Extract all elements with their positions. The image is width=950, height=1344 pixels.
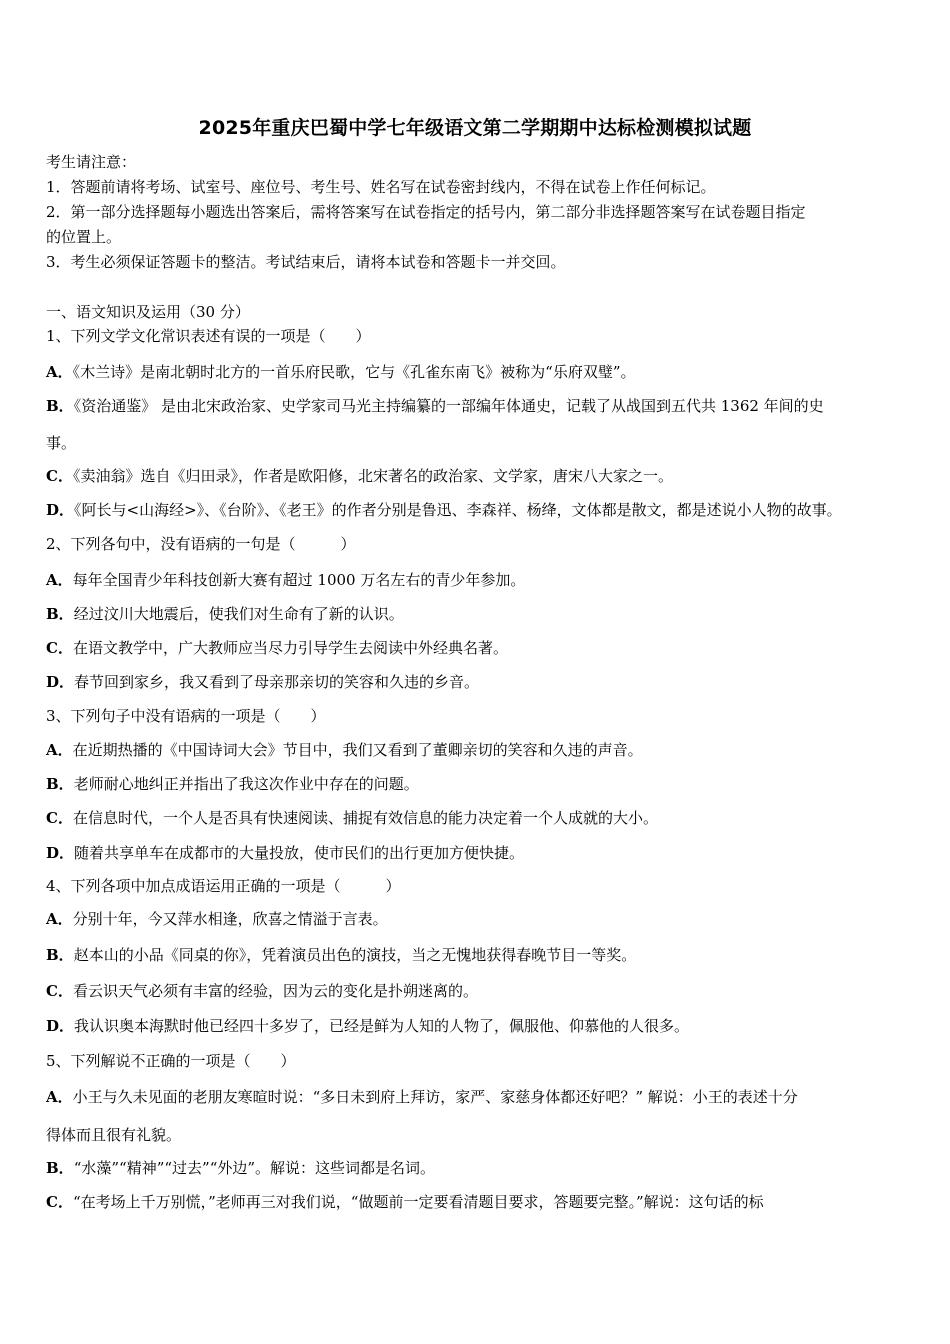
option-c bbox=[46, 1192, 764, 1212]
option-text: “水藻”“精神”“过去”“外边”。解说：这些词都是名词。 bbox=[73, 1159, 436, 1177]
option-label: A． bbox=[46, 571, 73, 589]
option-label: B． bbox=[46, 1159, 74, 1177]
option-text: 老师耐心地纠正并指出了我这次作业中存在的问题。 bbox=[73, 775, 419, 793]
option-text: 在语文教学中，广大教师应当尽力引导学生去阅读中外经典名著。 bbox=[72, 639, 508, 657]
option-text: 每年全国青少年科技创新大赛有超过 1000 万名左右的青少年参加。 bbox=[72, 571, 526, 589]
option-text: 在信息时代，一个人是否具有快速阅读、捕捉有效信息的能力决定着一个人成就的大小。 bbox=[72, 809, 658, 827]
option-text: 在近期热播的《中国诗词大会》节目中，我们又看到了董卿亲切的笑容和久违的声音。 bbox=[72, 741, 643, 759]
option-c bbox=[46, 466, 673, 486]
option-label: C． bbox=[46, 982, 73, 1000]
option-a bbox=[46, 909, 388, 929]
page-title: 2025年重庆巴蜀中学七年级语文第二学期期中达标检测模拟试题 bbox=[198, 117, 752, 139]
option-label: C． bbox=[46, 467, 73, 485]
option-d bbox=[46, 843, 524, 863]
option-text: 分别十年，今又萍水相逢，欣喜之情溢于言表。 bbox=[72, 910, 388, 928]
option-text: 经过汶川大地震后，使我们对生命有了新的认识。 bbox=[73, 605, 404, 623]
option-d bbox=[46, 672, 479, 692]
question-stem: 4、下列各项中加点成语运用正确的一项是（ ） bbox=[46, 877, 401, 895]
question-stem: 2、下列各句中，没有语病的一句是（ ） bbox=[46, 535, 356, 553]
option-c bbox=[46, 808, 658, 828]
notice-item: 3．考生必须保证答题卡的整洁。考试结束后，请将本试卷和答题卡一并交回。 bbox=[46, 253, 566, 271]
option-label: D． bbox=[46, 1017, 75, 1035]
option-b bbox=[46, 774, 419, 794]
option-b-continued: 事。 bbox=[46, 434, 77, 452]
option-text: 《阿长与<山海经>》、《台阶》、《老王》的作者分别是鲁迅、李森祥、杨绛，文体都是散文，都是述说小人物的故事。 bbox=[74, 501, 842, 519]
option-d bbox=[46, 1016, 689, 1036]
option-text: 春节回到家乡，我又看到了母亲那亲切的笑容和久违的乡音。 bbox=[74, 673, 480, 691]
question-stem: 3、下列句子中没有语病的一项是（ ） bbox=[46, 707, 326, 725]
option-a bbox=[46, 1087, 798, 1107]
option-text: 《木兰诗》是南北朝时北方的一首乐府民歌，它与《孔雀东南飞》被称为“乐府双璧”。 bbox=[72, 363, 636, 381]
option-label: D． bbox=[46, 673, 75, 691]
option-text: “在考场上千万别慌，”老师再三对我们说，“做题前一定要看清题目要求，答题要完整。”解说：这句话的标 bbox=[72, 1193, 764, 1211]
option-c bbox=[46, 638, 508, 658]
option-text: 看云识天气必须有丰富的经验，因为云的变化是扑朔迷离的。 bbox=[72, 982, 478, 1000]
option-text: 我认识奥本海默时他已经四十多岁了，已经是鲜为人知的人物了，佩服他、仰慕他的人很多。 bbox=[74, 1017, 690, 1035]
section-heading: 一、语文知识及运用（30 分） bbox=[46, 303, 250, 321]
option-label: D． bbox=[46, 501, 75, 519]
option-label: A． bbox=[46, 1088, 73, 1106]
option-b bbox=[46, 1158, 435, 1178]
option-text: 《卖油翁》选自《归田录》，作者是欧阳修，北宋著名的政治家、文学家，唐宋八大家之一。 bbox=[72, 467, 673, 485]
option-a bbox=[46, 362, 635, 382]
option-label: C． bbox=[46, 809, 73, 827]
option-label: B． bbox=[46, 775, 74, 793]
option-text: 小王与久未见面的老朋友寒暄时说：“多日未到府上拜访，家严、家慈身体都还好吧？” 解说：小王的表述十分 bbox=[72, 1088, 798, 1106]
option-text: 赵本山的小品《同桌的你》，凭着演员出色的演技，当之无愧地获得春晚节目一等奖。 bbox=[73, 946, 637, 964]
option-text: 《资治通鉴》 是由北宋政治家、史学家司马光主持编纂的一部编年体通史，记载了从战国到五代共 1362 年间的史 bbox=[73, 397, 824, 415]
option-label: A． bbox=[46, 363, 73, 381]
notice-heading: 考生请注意： bbox=[46, 153, 137, 171]
option-a bbox=[46, 570, 525, 590]
option-b bbox=[46, 945, 636, 965]
option-a bbox=[46, 740, 643, 760]
question-stem: 5、下列解说不正确的一项是（ ） bbox=[46, 1052, 296, 1070]
option-text: 随着共享单车在成都市的大量投放，使市民们的出行更加方便快捷。 bbox=[74, 844, 525, 862]
option-label: C． bbox=[46, 639, 73, 657]
option-b bbox=[46, 604, 404, 624]
option-label: B． bbox=[46, 397, 74, 415]
question-stem: 1、下列文学文化常识表述有误的一项是（ ） bbox=[46, 327, 371, 345]
option-label: A． bbox=[46, 741, 73, 759]
option-label: D． bbox=[46, 844, 75, 862]
option-label: C． bbox=[46, 1193, 73, 1211]
notice-item: 1．答题前请将考场、试室号、座位号、考生号、姓名写在试卷密封线内，不得在试卷上作任何标记。 bbox=[46, 178, 716, 196]
option-a-continued: 得体而且很有礼貌。 bbox=[46, 1126, 182, 1144]
option-label: A． bbox=[46, 910, 73, 928]
option-label: B． bbox=[46, 946, 74, 964]
option-label: B． bbox=[46, 605, 74, 623]
notice-item: 2．第一部分选择题每小题选出答案后，需将答案写在试卷指定的括号内，第二部分非选择题答案写在试卷题目指定 bbox=[46, 203, 806, 221]
notice-item: 的位置上。 bbox=[46, 228, 122, 246]
option-b bbox=[46, 396, 824, 416]
option-d bbox=[46, 500, 842, 520]
option-c bbox=[46, 981, 478, 1001]
